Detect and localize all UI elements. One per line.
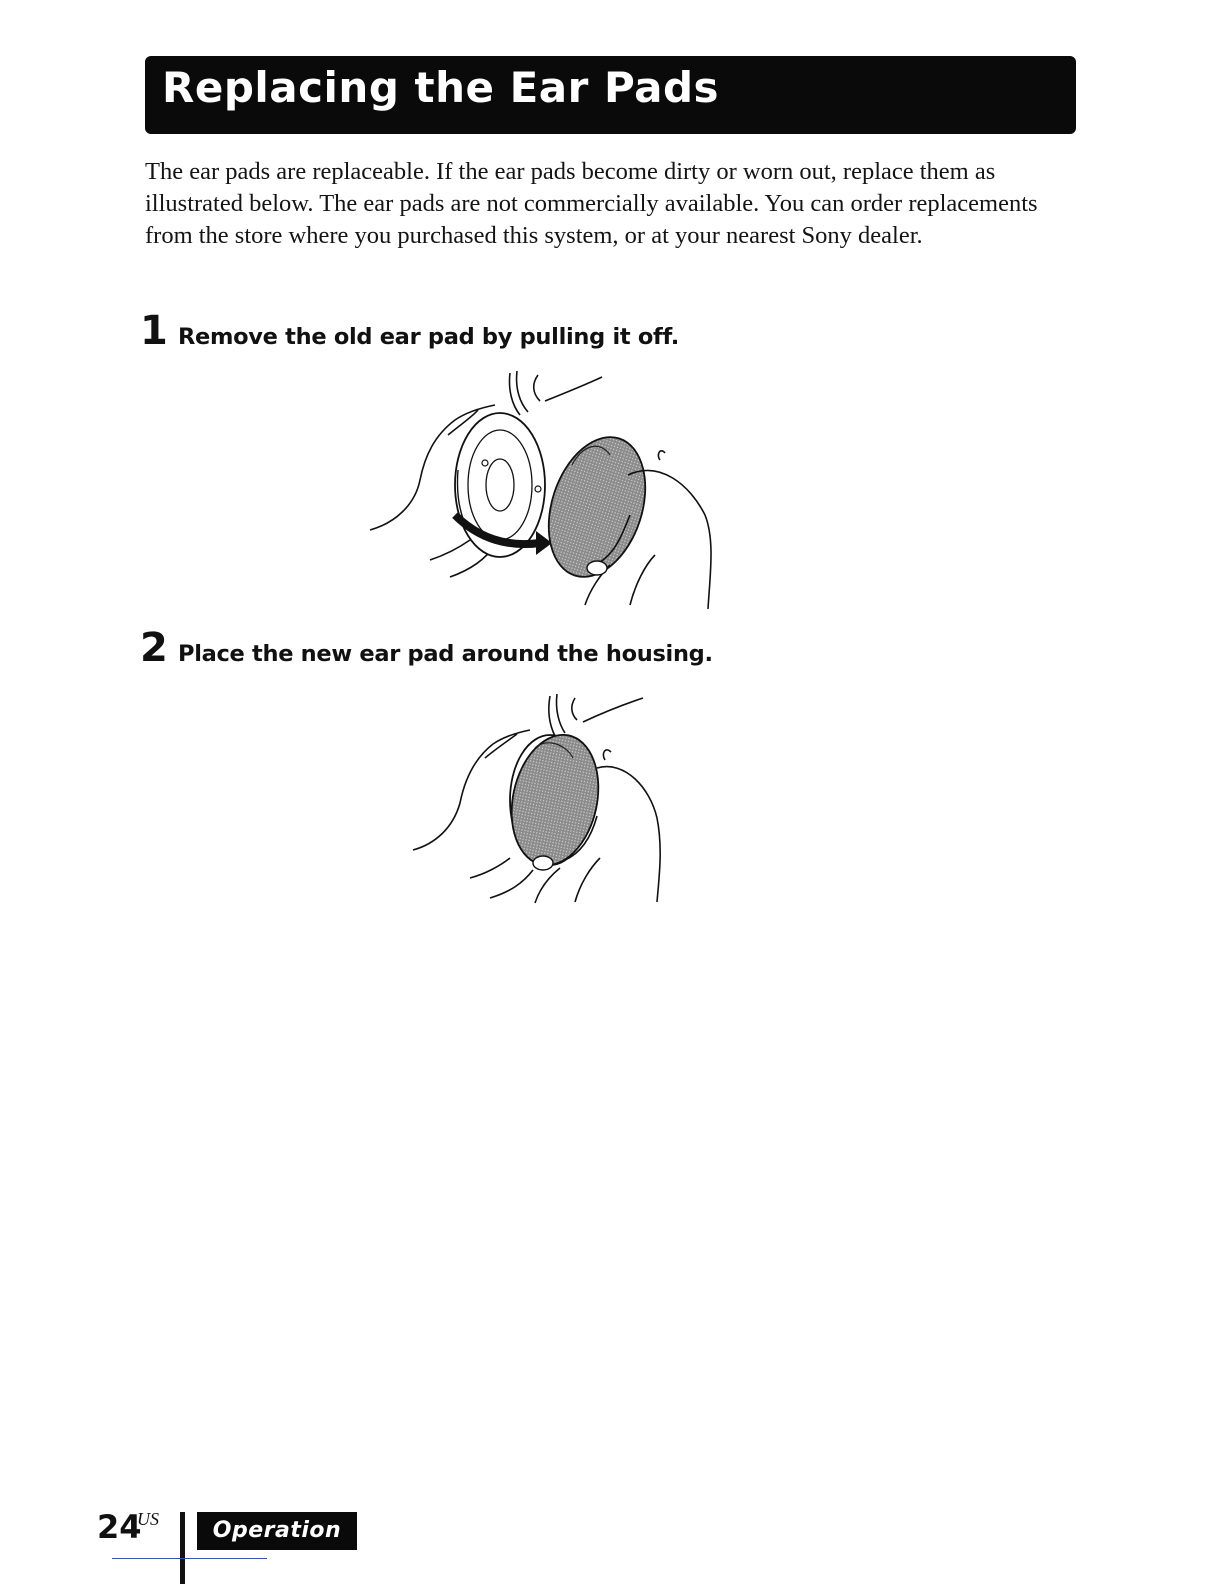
- section-title-bar: [145, 56, 1076, 134]
- page-region-suffix: US: [137, 1509, 159, 1529]
- intro-paragraph: The ear pads are replaceable. If the ear pads become dirty or worn out, replace them as illustrated below. The ear pads are not commercially available. You can order replacements from the store where you purchased this system, or at your nearest Sony dealer.: [145, 158, 1038, 249]
- page-number: 24: [97, 1508, 142, 1546]
- step-2: [140, 625, 713, 671]
- remove-ear-pad-illustration: [360, 365, 730, 615]
- step-instruction: Place the new ear pad around the housing.: [178, 641, 713, 667]
- section-label: Operation: [197, 1512, 357, 1550]
- page-title: Replacing the Ear Pads: [162, 63, 720, 112]
- place-ear-pad-illustration: [405, 688, 675, 908]
- step-number: 2: [140, 625, 168, 671]
- step-number: 1: [140, 308, 168, 354]
- step-1: [140, 308, 679, 354]
- step-instruction: Remove the old ear pad by pulling it off.: [178, 324, 680, 350]
- footer-rule: [112, 1558, 267, 1559]
- footer-divider: [180, 1512, 185, 1584]
